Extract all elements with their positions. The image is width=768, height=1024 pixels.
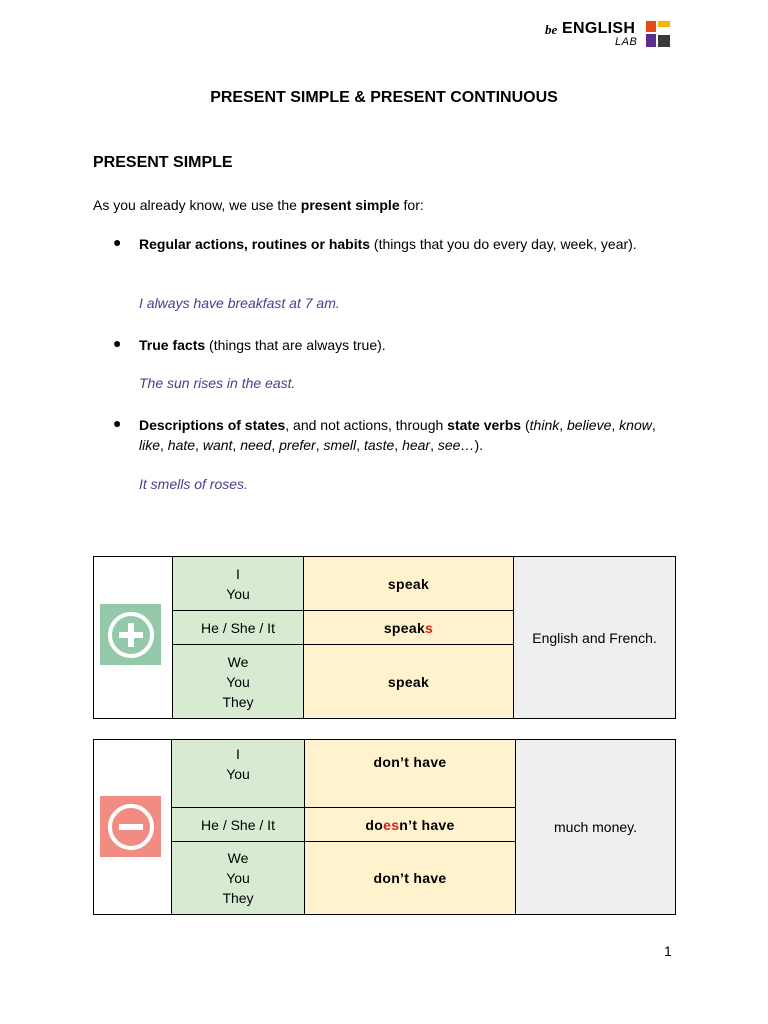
verb-form: n’t have <box>399 816 455 833</box>
pronoun: You <box>226 870 250 886</box>
pronoun-cell <box>172 611 303 645</box>
logo-word: ENGLISH <box>562 20 636 37</box>
bullet-rest: ). <box>474 437 484 453</box>
bullet-dot: ● <box>113 415 122 431</box>
bullet-rest: (things that you do every day, week, year). <box>370 236 637 252</box>
bullet-bold: Regular actions, routines or habits <box>139 236 371 252</box>
verb-ending-highlight: s <box>425 619 434 636</box>
pronoun: You <box>226 673 250 690</box>
separator: , <box>394 437 403 453</box>
verb-cell <box>303 557 513 611</box>
pronoun: He / She / It <box>201 619 275 636</box>
pronoun-cell <box>171 808 304 842</box>
pronoun: I <box>236 565 240 582</box>
pronoun-cell <box>172 645 303 718</box>
verb-cell <box>303 645 513 718</box>
separator: , <box>195 437 203 453</box>
pronoun: They <box>222 890 254 906</box>
separator: , <box>232 437 241 453</box>
complement-cell <box>515 740 675 914</box>
verb-form: speak <box>387 673 430 690</box>
pronoun: We <box>227 653 249 670</box>
state-verb: know <box>619 417 652 433</box>
verb-form: do <box>365 816 384 833</box>
verb-form: speak <box>383 619 426 636</box>
negative-table <box>93 739 676 915</box>
bullet-item <box>139 234 659 254</box>
verb-form: speak <box>387 575 430 592</box>
verb-cell <box>304 740 515 808</box>
state-verb: taste <box>363 437 395 453</box>
bullet-dot: ● <box>113 234 122 250</box>
state-verb: like <box>139 437 161 453</box>
separator: , <box>430 437 438 453</box>
logo-sub: LAB <box>615 36 638 48</box>
logo-prefix: be <box>545 22 558 37</box>
example-sentence: I always have breakfast at 7 am. <box>139 295 340 311</box>
bullet-bold: Descriptions of states <box>139 417 286 433</box>
example-sentence: It smells of roses. <box>139 476 248 492</box>
page-number: 1 <box>664 943 672 959</box>
bullet-rest: (things that are always true). <box>205 337 386 353</box>
state-verb: prefer <box>279 437 316 453</box>
complement-text: much money. <box>554 819 637 835</box>
verb-cell <box>304 842 515 914</box>
affirmative-table <box>93 556 676 719</box>
verb-form: don’t have <box>373 754 447 770</box>
pronoun: You <box>226 766 250 782</box>
verb-cell <box>304 808 515 842</box>
intro-pre: As you already know, we use the <box>93 197 301 213</box>
intro-post: for: <box>399 197 424 213</box>
separator: , <box>651 417 656 433</box>
minus-circle-icon <box>107 803 155 851</box>
logo <box>545 20 675 50</box>
verb-cell <box>303 611 513 645</box>
separator: , <box>271 437 280 453</box>
verb-form: don’t have <box>373 870 447 886</box>
pronoun: I <box>236 746 240 762</box>
pronoun: He / She / It <box>201 816 275 833</box>
pronoun: We <box>227 850 249 866</box>
bullet-item <box>139 415 679 455</box>
affirmative-badge <box>100 604 161 665</box>
verb-ending-highlight: es <box>383 816 400 833</box>
example-sentence: The sun rises in the east. <box>139 375 296 391</box>
bullet-rest: ( <box>521 417 530 433</box>
intro-bold: present simple <box>300 197 400 213</box>
logo-mark-icon <box>646 21 670 47</box>
section-title: PRESENT SIMPLE <box>93 154 233 171</box>
pronoun: You <box>226 585 250 602</box>
pronoun-cell <box>172 557 303 611</box>
bullet-dot: ● <box>113 335 122 351</box>
state-verb: hate <box>167 437 196 453</box>
state-verb: think <box>529 417 560 433</box>
state-verb: want <box>202 437 233 453</box>
negative-badge <box>100 796 161 857</box>
plus-circle-icon <box>107 611 155 659</box>
intro-paragraph <box>93 197 424 213</box>
bullet-rest: , and not actions, through <box>285 417 448 433</box>
document-title: PRESENT SIMPLE & PRESENT CONTINUOUS <box>210 89 558 106</box>
separator: , <box>611 417 620 433</box>
separator: , <box>356 437 364 453</box>
separator: , <box>160 437 168 453</box>
separator: , <box>315 437 324 453</box>
state-verb: hear <box>402 437 431 453</box>
state-verb: see… <box>437 437 475 453</box>
bullet-item <box>139 335 679 355</box>
separator: , <box>559 417 568 433</box>
state-verb: believe <box>567 417 612 433</box>
complement-text: English and French. <box>532 629 657 646</box>
bullet-bold: True facts <box>139 337 206 353</box>
pronoun-cell <box>171 740 304 808</box>
pronoun: They <box>222 693 254 710</box>
state-verb: smell <box>323 437 357 453</box>
state-verb: need <box>240 437 272 453</box>
pronoun-cell <box>171 842 304 914</box>
complement-cell <box>513 557 675 718</box>
bullet-bold: state verbs <box>447 417 522 433</box>
